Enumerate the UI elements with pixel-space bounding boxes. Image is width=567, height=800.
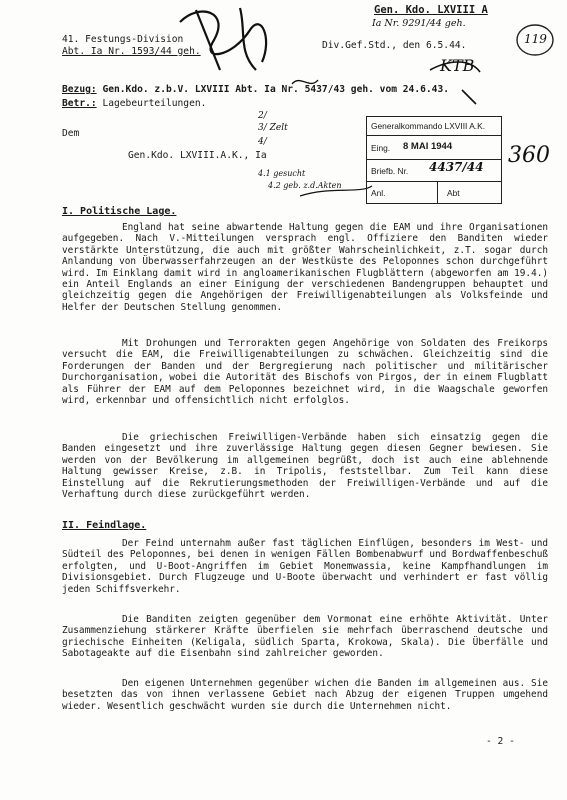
stamp-brief-label: Briefb. Nr. xyxy=(371,166,409,176)
handwritten-note-4: 4.1 gesucht xyxy=(258,169,306,178)
addressee-dem: Dem xyxy=(62,128,80,139)
handwritten-note-1: 2/ xyxy=(258,111,267,121)
section-heading-political: I. Politische Lage. xyxy=(62,206,177,217)
betr-label: Betr.: xyxy=(62,98,97,109)
section-heading-enemy: II. Feindlage. xyxy=(62,520,147,531)
reference-number: Abt. Ia Nr. 1593/44 geh. xyxy=(62,46,201,57)
bezug-line xyxy=(62,84,449,96)
bezug-label: Bezug: xyxy=(62,84,97,95)
betr-text: Lagebeurteilungen. xyxy=(102,98,207,109)
top-right-number: Ia Nr. 9291/44 geh. xyxy=(372,18,466,29)
paragraph: Mit Drohungen und Terrorakten gegen Angehörige von Soldaten des Freikorps versucht die EAM, die Freiwilligenabteilungen zu schwächen. Gleichzeitig sind die Forderungen der Banden und der Bergregierung nach politischer und militärischer Durchorganisation, wobei die Autorität des Bischofs von Pirgos, der in einem Flugblatt als Führer der EAM auf dem Peloponnes bezeichnet wird, in die Waagschale geworfen wird, erkennbar und offensichtlich nicht erfolglos. xyxy=(62,338,548,407)
stamp-eing-date: 8 MAI 1944 xyxy=(403,141,453,152)
paragraph: Die griechischen Freiwilligen-Verbände haben sich einsatzig gegen die Banden eingesetzt und ihre zuverlässige Haltung gegen diesen Gegner bewiesen. Sie werden von der Bevölkerung im allgemeinen begrüßt, doch ist auch eine ablehnende Haltung gewisser Kreise, z.B. in Tripolis, feststellbar. Zum Teil kann diese Einstellung auf die Rekrutierungsmethoden der Freiwilligen-Verbände und auf die Verhaftung durch diese zurückgeführt werden. xyxy=(62,432,548,501)
bezug-text: Gen.Kdo. z.b.V. LXVIII Abt. Ia Nr. 5437/43 geh. vom 24.6.43. xyxy=(102,84,449,95)
top-right-header: Gen. Kdo. LXVIII A xyxy=(374,4,488,16)
stamp-eing-label: Eing. xyxy=(371,143,391,153)
handwritten-note-2: 3/ Zelt xyxy=(258,123,288,133)
stamp-anl-label: Anl. xyxy=(371,188,386,198)
circled-page-number: 119 xyxy=(524,32,547,46)
division-name: 41. Festungs-Division xyxy=(62,34,184,45)
paragraph: England hat seine abwartende Haltung gegen die EAM und ihre Organisationen aufgegeben. Nach V.-Mitteilungen versprach engl. Offiziere den Banditen wieder verstärkte Unterstützung, die auch mit größter Wahrscheinlichkeit, z.T. sogar durch Anlandung von Überwasserfahrzeugen an der Westküste des Peloponnes schon durchgeführt wird. Im Einklang damit wird in angloamerikanischen Flugblättern (abgeworfen am 19.4.) ein Anteil Englands an einer Einigung der verschiedenen Bandengruppen behauptet und gleichzeitig gegen die Angehörigen der Freiwilligenabteilungen als Volksfeinde und Helfer der Deutschen Stellung genommen. xyxy=(62,222,548,313)
handwritten-note-5: 4.2 geb. z.d.Akten xyxy=(268,181,342,190)
dateline: Div.Gef.Std., den 6.5.44. xyxy=(322,40,467,51)
ktb-note: KTB xyxy=(440,56,475,75)
betr-line xyxy=(62,98,206,110)
stamp-handwritten-number: 360 xyxy=(508,143,550,168)
receipt-stamp xyxy=(366,116,502,204)
paragraph: Den eigenen Unternehmen gegenüber wichen die Banden im allgemeinen aus. Sie besetzten das von ihnen verlassene Gebiet nach Abzug der eigenen Truppen umgehend wieder. Wesentlich geschwächt wurden sie durch die Unternehmen nicht. xyxy=(62,678,548,712)
stamp-abt-label: Abt xyxy=(447,188,460,198)
stamp-title: Generalkommando LXVIII A.K. xyxy=(371,121,486,131)
paragraph: Die Banditen zeigten gegenüber dem Vormonat eine erhöhte Aktivität. Unter Zusammenziehung stärkerer Kräfte überfielen sie mehrfach überraschend deutsche und griechische Einheiten (Keligala, südlich Sparta, Krokowa, Skala). Die Überfälle und Sabotageakte auf die Eisenbahn sind zahlreicher geworden. xyxy=(62,614,548,660)
stamp-brief-number: 4437/44 xyxy=(429,160,484,174)
paragraph: Der Feind unternahm außer fast täglichen Einflügen, besonders im West- und Südteil des Peloponnes, bei denen in wenigen Fällen Bombenabwurf und Bordwaffenbeschuß erfolgten, und U-Boot-Angriffen im Gebiet Monemwassia, keine Kampfhandlungen im Divisionsgebiet. Durch Flugzeuge und U-Boote überwacht und verhindert er fast völlig jeden Schiffsverkehr. xyxy=(62,538,548,595)
handwritten-note-3: 4/ xyxy=(258,137,267,147)
addressee-recipient: Gen.Kdo. LXVIII.A.K., Ia xyxy=(128,150,267,161)
page-number: - 2 - xyxy=(486,736,515,747)
